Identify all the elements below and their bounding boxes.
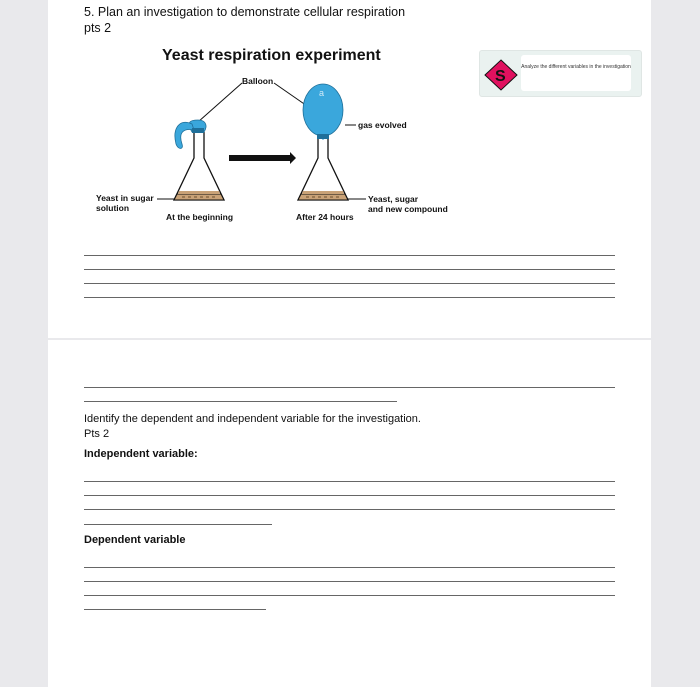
independent-variable-label: Independent variable: xyxy=(84,448,198,460)
answer-line[interactable] xyxy=(84,269,615,270)
right-solution-label-2: and new compound xyxy=(368,204,448,214)
hint-widget-text: Analyze the different variables in the investigation xyxy=(521,55,631,91)
answer-line[interactable] xyxy=(84,481,615,482)
left-solution-label-2: solution xyxy=(96,203,130,213)
sediment-left xyxy=(174,194,224,200)
worksheet-page-1 xyxy=(48,0,651,338)
worksheet-page-2 xyxy=(48,340,651,687)
caption-beginning: At the beginning xyxy=(166,212,234,222)
diamond-s-icon xyxy=(484,59,518,91)
balloon-letter: a xyxy=(319,88,325,98)
figure-title: Yeast respiration experiment xyxy=(162,47,381,64)
balloon-pointer-left xyxy=(198,83,242,122)
answer-line[interactable] xyxy=(84,495,615,496)
flask-beginning xyxy=(174,120,224,200)
answer-line[interactable] xyxy=(84,255,615,256)
caption-after: After 24 hours xyxy=(296,212,354,222)
answer-line[interactable] xyxy=(84,524,272,525)
answer-line[interactable] xyxy=(84,283,615,284)
hint-widget[interactable] xyxy=(479,50,642,97)
left-solution-label-1: Yeast in sugar xyxy=(96,193,154,203)
answer-line[interactable] xyxy=(84,387,615,388)
answer-line[interactable] xyxy=(84,509,615,510)
right-solution-label-1: Yeast, sugar xyxy=(368,194,419,204)
answer-line[interactable] xyxy=(84,297,615,298)
flask-after-24h xyxy=(298,84,348,200)
answer-line[interactable] xyxy=(84,581,615,582)
question-5-text: 5. Plan an investigation to demonstrate cellular respiration xyxy=(84,5,406,19)
question-6-text: Identify the dependent and independent variable for the investigation. xyxy=(84,413,421,425)
arrow-icon xyxy=(229,152,296,164)
answer-line[interactable] xyxy=(84,595,615,596)
question-6-points: Pts 2 xyxy=(84,428,110,440)
question-5-points: pts 2 xyxy=(84,21,112,35)
sediment-right xyxy=(298,194,348,200)
answer-line[interactable] xyxy=(84,567,615,568)
svg-text:S: S xyxy=(495,68,506,85)
balloon-label: Balloon xyxy=(242,76,274,86)
dependent-variable-label: Dependent variable xyxy=(84,534,186,546)
answer-line[interactable] xyxy=(84,609,266,610)
answer-line[interactable] xyxy=(84,401,397,402)
gas-evolved-label: gas evolved xyxy=(358,120,407,130)
